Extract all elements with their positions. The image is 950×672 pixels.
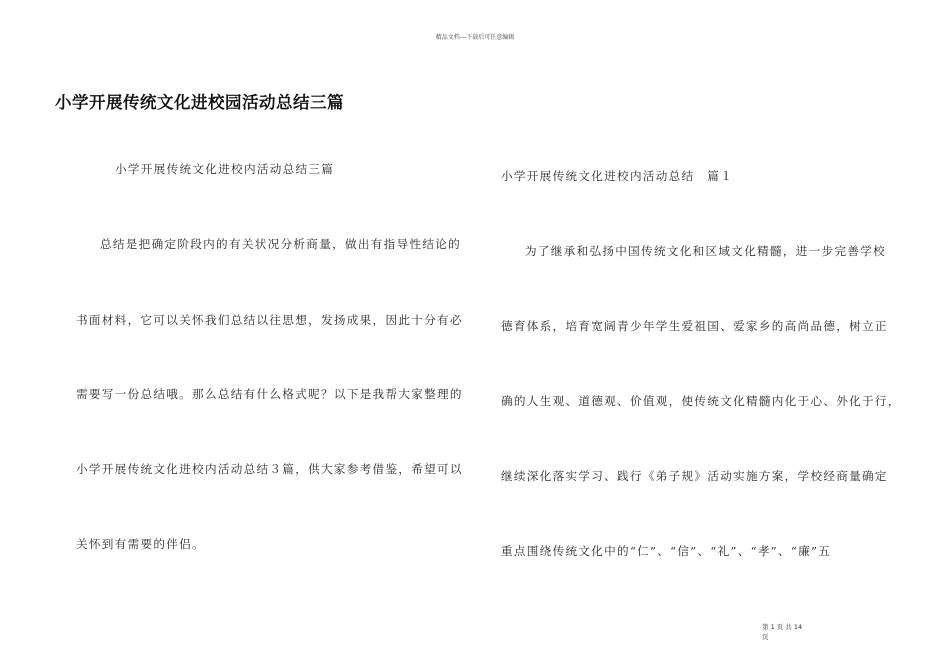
paragraph-line: 关怀到有需要的伴侣。 [76, 537, 205, 551]
paragraph-line: 德育体系，培育宽阔青少年学生爱祖国、爱家乡的高尚品德，树立正 [501, 319, 888, 333]
paragraph-line: 小学开展传统文化进校内活动总结３篇，供大家参考借鉴，希望可以 [76, 462, 463, 476]
paragraph-line: 为了继承和弘扬中国传统文化和区域文化精髓，进一步完善学校 [525, 244, 887, 258]
left-subtitle: 小学开展传统文化进校内活动总结三篇 [115, 162, 335, 176]
page-footer [762, 622, 802, 642]
paragraph-line: 继续深化落实学习、践行《弟子规》活动实施方案，学校经商量确定 [501, 469, 888, 483]
right-column [475, 0, 950, 672]
page-number-line-continued: 页 [762, 633, 769, 641]
paragraph-line: 确的人生观、道德观、价值观，使传统文化精髓内化于心、外化于行， [501, 394, 901, 408]
paragraph-line: 需要写一份总结哦。那么总结有什么格式呢？以下是我帮大家整理的 [76, 387, 463, 401]
section-heading: 小学开展传统文化进校内活动总结 篇１ [501, 169, 734, 183]
page-header-note: 精品文档---下载后可任意编辑 [435, 34, 515, 41]
page-number-line: 第 1 页 共 14 [762, 623, 803, 631]
paragraph-line: 重点围绕传统文化中的“仁”、“信”、“礼”、“孝”、“廉”五 [501, 544, 832, 558]
paragraph-line: 总结是把确定阶段内的有关状况分析商量，做出有指导性结论的 [100, 237, 462, 251]
paragraph-line: 书面材料，它可以关怀我们总结以往思想，发扬成果，因此十分有必 [76, 313, 463, 327]
document-title: 小学开展传统文化进校园活动总结三篇 [55, 93, 344, 112]
